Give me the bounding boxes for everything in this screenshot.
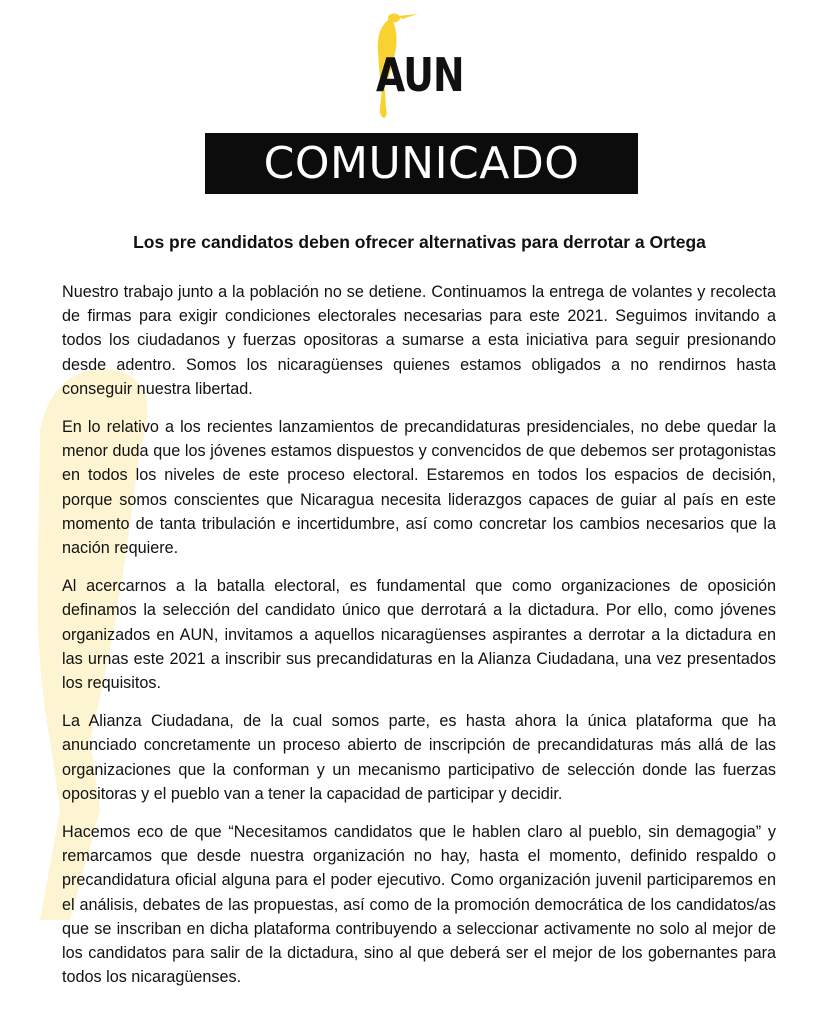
logo-text: AUN [376, 48, 464, 102]
comunicado-banner: COMUNICADO [205, 133, 638, 194]
document-headline: Los pre candidatos deben ofrecer alternativas para derrotar a Ortega [133, 232, 706, 252]
aun-logo [374, 8, 474, 120]
paragraph: En lo relativo a los recientes lanzamientos de precandidaturas presidenciales, no debe quedar la menor duda que los jóvenes estamos dispuestos y convencidos de que debemos ser protagonistas en todos los niveles de este proceso electoral. Estaremos en todos los espacios de decisión, porque somos conscientes que Nicaragua necesita liderazgos capaces de guiar al país en este momento de tanta tribulación e incertidumbre, así como concretar los cambios necesarios que la nación requiere. [62, 418, 776, 558]
paragraph: Hacemos eco de que “Necesitamos candidatos que le hablen claro al pueblo, sin demagogia” y remarcamos que desde nuestra organización no hay, hasta el momento, definido respaldo o precandidatura oficial alguna para el poder ejecutivo. Como organización juvenil participaremos en el análisis, debates de las propuestas, así como de la promoción democrática de los candidatos/as que se inscriban en dicha plataforma contribuyendo a seleccionar activamente no solo al mejor de los candidatos para salir de la dictadura, sino al que deberá ser el mejor de los gobernantes para todos los nicaragüenses. [62, 823, 776, 987]
document-body [62, 280, 776, 1003]
paragraph: Nuestro trabajo junto a la población no se detiene. Continuamos la entrega de volantes y recolecta de firmas para exigir condiciones electorales necesarias para este 2021. Seguimos invitando a todos los ciudadanos y fuerzas opositoras a sumarse a esta iniciativa para seguir presionando desde adentro. Somos los nicaragüenses quienes estamos obligados a no rendirnos hasta conseguir nuestra libertad. [62, 283, 776, 398]
paragraph: La Alianza Ciudadana, de la cual somos parte, es hasta ahora la única plataforma que ha anunciado concretamente un proceso abierto de inscripción de precandidaturas más allá de las organizaciones que la conforman y un mecanismo participativo de selección donde las fuerzas opositoras y el pueblo van a tener la capacidad de participar y decidir. [62, 712, 776, 803]
paragraph: Al acercarnos a la batalla electoral, es fundamental que como organizaciones de oposición definamos la selección del candidato único que derrotará a la dictadura. Por ello, como jóvenes organizados en AUN, invitamos a aquellos nicaragüenses aspirantes a derrotar a la dictadura en las urnas este 2021 a inscribir sus precandidaturas en la Alianza Ciudadana, una vez presentados los requisitos. [62, 577, 776, 693]
